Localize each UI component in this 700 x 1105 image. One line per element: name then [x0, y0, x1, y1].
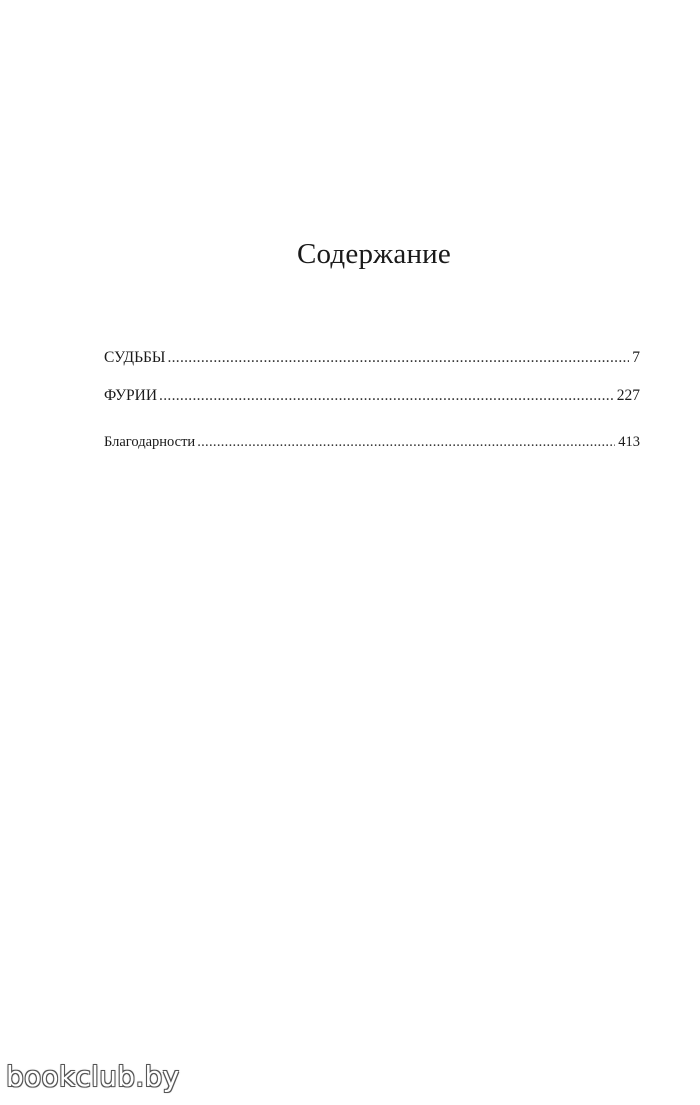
- toc-entry-page-number: 227: [616, 387, 640, 404]
- toc-entry-label: Благодарности: [104, 434, 196, 450]
- toc-entry-blagodarnosti[interactable]: [104, 432, 640, 452]
- toc-dot-leader: [159, 386, 614, 406]
- toc-entry-page-number: 7: [632, 349, 640, 366]
- toc-entry-page-number: 413: [618, 434, 640, 450]
- toc-dot-leader: [197, 432, 615, 452]
- table-of-contents: [104, 348, 640, 452]
- toc-entry-sudby[interactable]: [104, 348, 640, 368]
- toc-entry-furii[interactable]: [104, 386, 640, 406]
- page-title: Содержание: [297, 238, 451, 270]
- bookclub-watermark: bookclub.by: [6, 1060, 180, 1093]
- toc-entry-label: ФУРИИ: [104, 387, 158, 404]
- toc-entry-label: СУДЬБЫ: [104, 349, 166, 366]
- toc-dot-leader: [167, 348, 629, 368]
